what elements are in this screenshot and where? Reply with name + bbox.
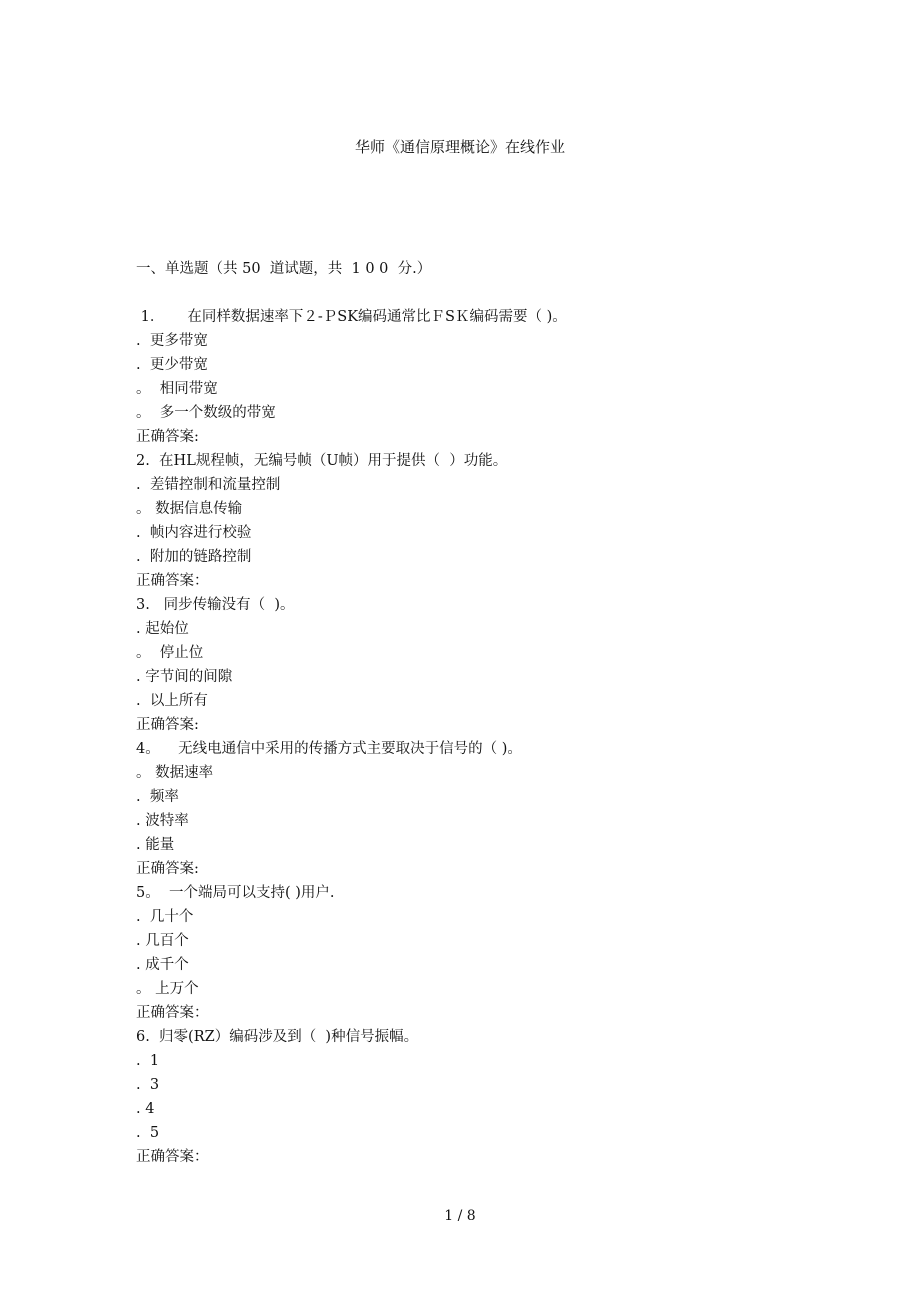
option-text: 成千个 — [140, 957, 189, 973]
option-marker: . — [136, 837, 141, 853]
document-title: 华师《通信原理概论》在线作业 — [354, 138, 565, 156]
question-list — [136, 305, 796, 1169]
option-text: 5 — [140, 1125, 160, 1141]
question-number: 6. — [136, 1029, 150, 1045]
option-marker: . — [136, 693, 141, 709]
option-text: 以上所有 — [140, 693, 208, 709]
option-text: 几十个 — [140, 909, 194, 925]
answer-label: 正确答案: — [136, 717, 199, 733]
question-text: 归零(RZ）编码涉及到（ )种信号振幅。 — [149, 1029, 419, 1045]
option-1d — [136, 401, 796, 425]
option-1b — [136, 353, 796, 377]
answer-label: 正确答案: — [136, 861, 199, 877]
option-3b — [136, 641, 796, 665]
option-marker: . — [136, 525, 141, 541]
question-3 — [136, 593, 796, 617]
option-4d — [136, 833, 796, 857]
option-marker: . — [136, 1053, 141, 1069]
question-number: 1． — [136, 309, 165, 325]
option-5b — [136, 929, 796, 953]
answer-label: 正确答案： — [136, 1149, 209, 1165]
question-1 — [136, 305, 796, 329]
option-2d — [136, 545, 796, 569]
option-marker: 。 — [136, 381, 151, 397]
option-marker: . — [136, 1125, 141, 1141]
option-marker: . — [136, 933, 141, 949]
option-4b — [136, 785, 796, 809]
question-number: 3. — [136, 597, 150, 613]
option-marker: . — [136, 789, 141, 805]
option-text: 数据信息传输 — [150, 501, 243, 517]
option-text: 几百个 — [140, 933, 189, 949]
answer-4 — [136, 857, 796, 881]
question-text: 在同样数据速率下２-ＰSK编码通常比ＦSＫ编码需要（ )。 — [164, 309, 567, 325]
option-text: 频率 — [140, 789, 179, 805]
option-marker: . — [136, 333, 141, 349]
question-number: 2. — [136, 453, 150, 469]
option-text: 起始位 — [140, 621, 189, 637]
option-4c — [136, 809, 796, 833]
question-text: 在HL规程帧，无编号帧（U帧）用于提供（ ）功能。 — [149, 453, 508, 469]
option-text: 字节间的间隙 — [140, 669, 233, 685]
question-6 — [136, 1025, 796, 1049]
answer-2 — [136, 569, 796, 593]
option-marker: . — [136, 909, 141, 925]
option-text: 多一个数级的带宽 — [150, 405, 276, 421]
option-marker: 。 — [136, 981, 151, 997]
option-2b — [136, 497, 796, 521]
question-4 — [136, 737, 796, 761]
option-text: 3 — [140, 1077, 160, 1093]
option-marker: 。 — [136, 501, 151, 517]
option-2c — [136, 521, 796, 545]
option-5c — [136, 953, 796, 977]
answer-3 — [136, 713, 796, 737]
option-text: 上万个 — [150, 981, 199, 997]
option-text: 差错控制和流量控制 — [140, 477, 281, 493]
option-5a — [136, 905, 796, 929]
option-text: 相同带宽 — [150, 381, 218, 397]
option-text: 数据速率 — [150, 765, 214, 781]
answer-6 — [136, 1145, 796, 1169]
option-marker: . — [136, 1077, 141, 1093]
option-text: 附加的链路控制 — [140, 549, 252, 565]
question-number: 4。 — [136, 741, 160, 757]
option-6a — [136, 1049, 796, 1073]
option-marker: . — [136, 813, 141, 829]
question-text: 一个端局可以支持( )用户. — [159, 885, 335, 901]
page-indicator: 1 / 8 — [444, 1208, 476, 1224]
option-text: 能量 — [140, 837, 175, 853]
section-heading: 一、单选题（共 50 道试题，共 1 0 0 分.） — [136, 261, 432, 277]
option-6d — [136, 1121, 796, 1145]
question-number: 5。 — [136, 885, 160, 901]
option-3a — [136, 617, 796, 641]
option-3d — [136, 689, 796, 713]
answer-label: 正确答案: — [136, 429, 199, 445]
option-marker: . — [136, 1101, 141, 1117]
question-5 — [136, 881, 796, 905]
option-text: 波特率 — [140, 813, 189, 829]
option-5d — [136, 977, 796, 1001]
option-text: 4 — [140, 1101, 155, 1117]
option-text: 更少带宽 — [140, 357, 208, 373]
option-marker: 。 — [136, 405, 151, 421]
option-6c — [136, 1097, 796, 1121]
answer-label: 正确答案： — [136, 573, 209, 589]
option-marker: . — [136, 549, 141, 565]
option-1a — [136, 329, 796, 353]
option-text: 停止位 — [150, 645, 204, 661]
question-text: 无线电通信中采用的传播方式主要取决于信号的（ )。 — [159, 741, 522, 757]
answer-label: 正确答案： — [136, 1005, 209, 1021]
option-text: 更多带宽 — [140, 333, 208, 349]
option-text: 1 — [140, 1053, 160, 1069]
option-marker: . — [136, 357, 141, 373]
option-marker: . — [136, 621, 141, 637]
option-marker: . — [136, 477, 141, 493]
option-text: 帧内容进行校验 — [140, 525, 252, 541]
answer-5 — [136, 1001, 796, 1025]
option-marker: . — [136, 957, 141, 973]
option-marker: 。 — [136, 765, 151, 781]
question-2 — [136, 449, 796, 473]
option-4a — [136, 761, 796, 785]
option-marker: 。 — [136, 645, 151, 661]
option-marker: . — [136, 669, 141, 685]
option-1c — [136, 377, 796, 401]
option-6b — [136, 1073, 796, 1097]
option-2a — [136, 473, 796, 497]
answer-1 — [136, 425, 796, 449]
option-3c — [136, 665, 796, 689]
question-text: 同步传输没有（ )。 — [149, 597, 295, 613]
